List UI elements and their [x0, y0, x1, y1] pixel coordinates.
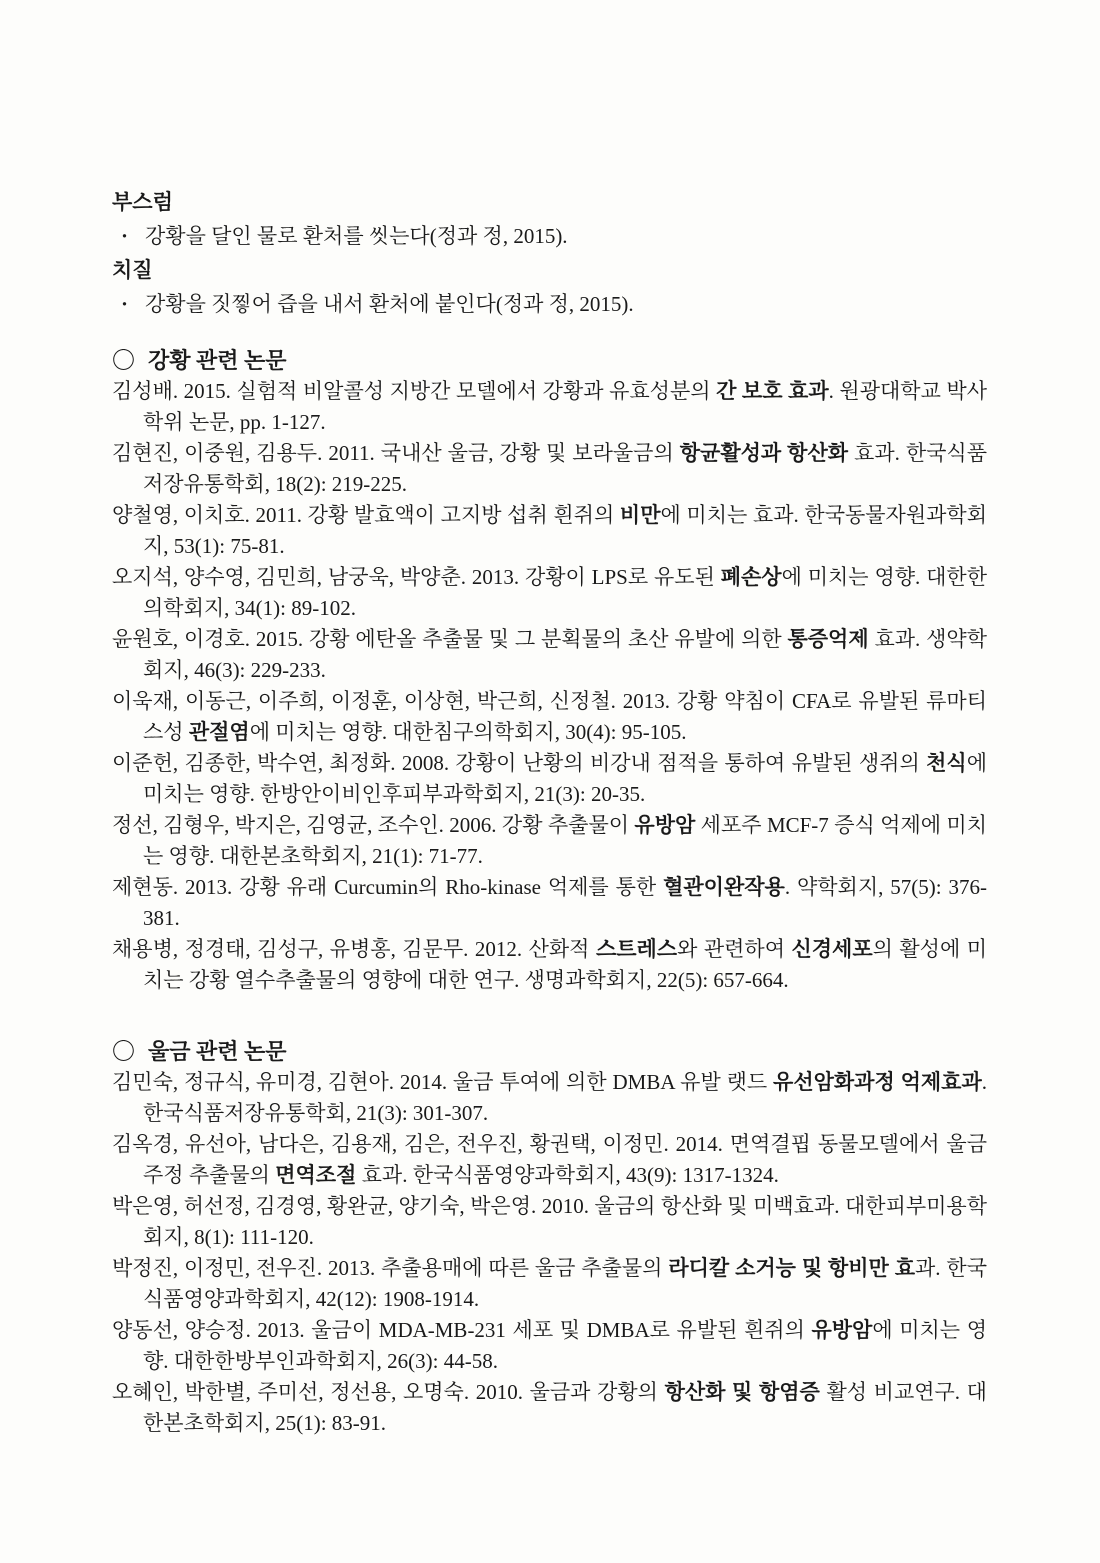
remedy-bullet-line	[112, 287, 987, 321]
reference-text: . 원광대학교 박사학위 논문, pp. 1-127.	[143, 379, 987, 434]
remedy-title-busurum: 부스럼	[112, 190, 173, 214]
reference-text: 세포주 MCF-7 증식 억제에 미치는 영향. 대한본초학회지, 21(1): 71-77.	[143, 813, 987, 868]
reference-text: 김옥경, 유선아, 남다은, 김용재, 김은, 전우진, 황권택, 이정민. 2014. 면역결핍 동물모델에서 울금 주정 추출물의	[112, 1132, 987, 1187]
reference-text: 과. 한국식품영양과학회지, 42(12): 1908-1914.	[143, 1256, 988, 1311]
reference-item	[112, 376, 987, 438]
reference-item	[112, 686, 987, 748]
reference-text: 양동선, 양승정. 2013. 울금이 MDA-MB-231 세포 및 DMBA로 유발된 흰쥐의	[112, 1318, 812, 1342]
remedy-text: 강황을 달인 물로 환처를 씻는다(정과 정, 2015).	[145, 224, 568, 248]
reference-text: 에 미치는 효과. 한국동물자원과학회지, 53(1): 75-81.	[143, 503, 987, 558]
reference-text: 와 관련하여	[677, 937, 792, 961]
reference-keyword-bold: 관절염	[188, 720, 250, 744]
reference-list	[112, 376, 987, 996]
reference-keyword-bold: 항균활성과 항산화	[679, 441, 849, 465]
reference-item	[112, 748, 987, 810]
section-title: 울금 관련 논문	[148, 1039, 287, 1064]
reference-keyword-bold: 폐손상	[720, 565, 782, 589]
reference-item	[112, 810, 987, 872]
section-ulgeum-papers	[112, 1036, 987, 1439]
reference-text: 양철영, 이치호. 2011. 강황 발효액이 고지방 섭취 흰쥐의	[112, 503, 620, 527]
reference-text: 에 미치는 영향. 대한침구의학회지, 30(4): 95-105.	[249, 720, 687, 744]
section-title: 강황 관련 논문	[148, 348, 287, 373]
reference-text: 이욱재, 이동근, 이주희, 이정훈, 이상현, 박근희, 신정철. 2013. 강황 약침이 CFA로 유발된 류마티스성	[112, 689, 987, 744]
reference-text: 김민숙, 정규식, 유미경, 김현아. 2014. 울금 투여에 의한 DMBA 유발 랫드	[112, 1070, 774, 1094]
reference-keyword-bold: 유방암	[811, 1318, 873, 1342]
reference-text: 김성배. 2015. 실험적 비알콜성 지방간 모델에서 강황과 유효성분의	[112, 379, 717, 403]
reference-text: . 한국식품저장유통학회, 21(3): 301-307.	[143, 1070, 987, 1125]
reference-item	[112, 872, 987, 934]
circle-marker-icon: 〇	[112, 348, 135, 373]
reference-keyword-bold: 혈관이완작용	[663, 875, 785, 899]
reference-item	[112, 1129, 987, 1191]
reference-keyword-bold: 유선암화과정 억제효과	[773, 1070, 982, 1094]
bullet-dot-icon: ·	[121, 292, 129, 316]
reference-keyword-bold: 간 보호 효과	[716, 379, 829, 403]
reference-item	[112, 934, 987, 996]
reference-text: 정선, 김형우, 박지은, 김영균, 조수인. 2006. 강황 추출물이	[112, 813, 635, 837]
reference-text: 에 미치는 영향. 대한한의학회지, 34(1): 89-102.	[143, 565, 987, 620]
reference-item	[112, 624, 987, 686]
reference-item	[112, 562, 987, 624]
reference-keyword-bold: 비만	[619, 503, 661, 527]
reference-text: 오혜인, 박한별, 주미선, 정선용, 오명숙. 2010. 울금과 강황의	[112, 1380, 665, 1404]
reference-text: 에 미치는 영향. 대한한방부인과학회지, 26(3): 44-58.	[143, 1318, 987, 1373]
reference-text: 윤원호, 이경호. 2015. 강황 에탄올 추출물 및 그 분획물의 초산 유발에 의한	[112, 627, 788, 651]
reference-text: 박은영, 허선정, 김경영, 황완균, 양기숙, 박은영. 2010. 울금의 항산화 및 미백효과. 대한피부미용학회지, 8(1): 111-120.	[112, 1194, 987, 1249]
section-ganghwang-papers	[112, 345, 987, 996]
reference-keyword-bold: 스트레스	[595, 937, 678, 961]
reference-text: 제현동. 2013. 강황 유래 Curcumin의 Rho-kinase 억제를 통한	[112, 875, 664, 899]
remedy-bullet-line	[112, 219, 987, 253]
circle-marker-icon: 〇	[112, 1039, 135, 1064]
reference-item	[112, 1067, 987, 1129]
reference-text: 오지석, 양수영, 김민희, 남궁욱, 박양춘. 2013. 강황이 LPS로 유도된	[112, 565, 721, 589]
reference-list	[112, 1067, 987, 1439]
reference-text: 효과. 생약학회지, 46(3): 229-233.	[143, 627, 987, 682]
remedy-text: 강황을 짓찧어 즙을 내서 환처에 붙인다(정과 정, 2015).	[145, 292, 634, 316]
reference-keyword-bold: 천식	[926, 751, 967, 775]
reference-item	[112, 438, 987, 500]
reference-text: 박정진, 이정민, 전우진. 2013. 추출용매에 따른 울금 추출물의	[112, 1256, 669, 1280]
section-heading	[112, 1036, 987, 1067]
reference-text: 효과. 한국식품영양과학회지, 43(9): 1317-1324.	[356, 1163, 779, 1187]
reference-text: 활성 비교연구. 대한본초학회지, 25(1): 83-91.	[143, 1380, 987, 1435]
section-heading	[112, 345, 987, 376]
reference-text: 의 활성에 미치는 강황 열수추출물의 영향에 대한 연구. 생명과학회지, 22(5): 657-664.	[143, 937, 987, 992]
reference-text: 에 미치는 영향. 한방안이비인후피부과학회지, 21(3): 20-35.	[143, 751, 987, 806]
reference-keyword-bold: 통증억제	[787, 627, 869, 651]
reference-item	[112, 1191, 987, 1253]
remedy-title-chijil: 치질	[112, 258, 153, 282]
bullet-dot-icon: ·	[121, 224, 129, 248]
reference-text: 이준헌, 김종한, 박수연, 최정화. 2008. 강황이 난황의 비강내 점적을 통하여 유발된 생쥐의	[112, 751, 927, 775]
reference-keyword-bold: 유방암	[634, 813, 696, 837]
reference-text: . 약학회지, 57(5): 376-381.	[143, 875, 987, 930]
reference-item	[112, 1253, 987, 1315]
reference-item	[112, 1377, 987, 1439]
reference-text: 김현진, 이중원, 김용두. 2011. 국내산 울금, 강황 및 보라울금의	[112, 441, 680, 465]
remedy-block	[112, 185, 987, 321]
reference-item	[112, 500, 987, 562]
reference-keyword-bold: 항산화 및 항염증	[664, 1380, 820, 1404]
reference-keyword-bold: 신경세포	[791, 937, 873, 961]
reference-item	[112, 1315, 987, 1377]
reference-text: 채용병, 정경태, 김성구, 유병홍, 김문무. 2012. 산화적	[112, 937, 596, 961]
reference-keyword-bold: 면역조절	[275, 1163, 357, 1187]
reference-text: 효과. 한국식품저장유통학회, 18(2): 219-225.	[143, 441, 988, 496]
reference-keyword-bold: 라디칼 소거능 및 항비만 효	[668, 1256, 916, 1280]
